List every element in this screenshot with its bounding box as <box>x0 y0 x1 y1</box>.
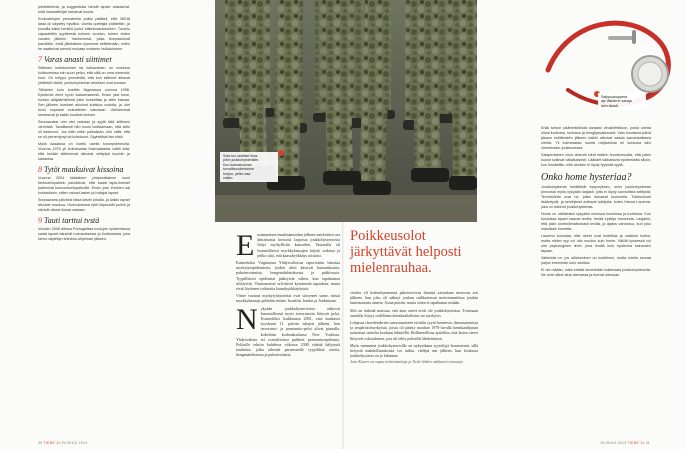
right-page-footer <box>601 441 650 445</box>
main-article-column <box>236 232 340 437</box>
article-paragraph-1-text: nsimmäisen maailmansodan jälkeen merkittävä osa länsimaisia kuvioita laajoista joukkohysterioista liittyi myrkyllisiin kaasuihin. Tautatulla oli luonnollisesti myrkkykaasujen käyttö sodassa ja pelko siitä, että kaasuhyökkäys toistuisi. <box>257 232 340 258</box>
right-caption-line: Saippuakuppera <box>601 95 628 99</box>
right-page-paragraph-1: viettiin yli kolmekymmentä pahoinvoivaa ihmistä sairaalaan metrossa sen jälkeen, kun joku oli nähnyt jonkun suihkuttavan metrotunnelissa jotakin tuntematonta ainetta. Asiaa puitiin, mutta sitten ei tapahtunut mitään. <box>350 290 478 306</box>
caption-line: Kun kansakunnan <box>223 162 252 167</box>
right-page-number: 31 <box>645 441 650 445</box>
article-paragraph-4 <box>236 302 340 358</box>
right-paragraph-6: Vaikeinta on, jos altistuminen on todellinen, mutta oireita seuraa paljon enemmän kuin odottaa. <box>541 256 651 265</box>
pull-quote <box>350 228 470 276</box>
intro-paragraph-2: Kuulustelujen perusteella poliisi päätteli, että 360:tä lasta oli käytetty hyväksi. Useita opettajia pidätettiin, ja kuusilla kaksi henkilö joutui tutkintovankeuteen. Tuomio vapautettiin syytteestä kolmen vuoden, toinen viiden vuoden jälkeen. Vanhemmat, jotka tempautuivat paniikkiin, eivät jälkikäteen kyenneet selittämään, miten he saattoivat mennä mukaan moiseen hullutukseen. <box>38 17 130 51</box>
section-7-paragraph-c: Seuraavaksi uhri etsi varkaan ja syytti tätä siittimen viennistä. Tavallisesti hän nousi todistamaan, että siitin oli kadonnut. Jos siitin olikin paikallaan, uhri väitti, että se oli pienentynyt tai kutistunut. Syytettävä itse kiisti. <box>38 120 130 139</box>
right-caption-line: aje läkkärrin sakaja <box>601 99 632 104</box>
heading-8-title: Tytöt maukuivat kissoina <box>44 165 124 174</box>
heading-7-number: 7 <box>38 55 42 64</box>
section-7-paragraph-a: Siittimen kutistuminen tai katoaminen on monissa kulttuureissa niin suuri pelko, että sillä on oma nimensä: koro. On helppo ymmärtää, että kun siittimet alkavat yhtäkkiä hävitä, joukkohysterian ainekset ovat koossa. <box>38 66 130 85</box>
heading-9 <box>38 216 130 225</box>
right-photo-caption <box>598 93 646 110</box>
right-paragraph-1: Erää seison päähenkilöistä saraatui virusinfektioon, jonka oireita olivat ihottuma, huimaus ja hengitysvaikeudet. Vain muutama päivä jäsaon esittämisen jälkeen kaikki alkoivat saada samankaltaisia oireita. Yli kolmesataa nuorta neljästoista eri koulusta kävi cheerleader-joukkueessa. <box>541 126 651 150</box>
right-text-column <box>541 126 651 436</box>
caption-marker <box>278 150 284 156</box>
right-paragraph-2: Salapertainen virus aiheutti siinä määrin levottomuutta, että jotkin koulut sulkivat väliaikaisesti. Lääkärit katkaisivat epidemialta silloin, kun ilmoitettiin, että oireisiin ei löydy fyysistä syytä. <box>541 153 651 167</box>
section-heading: Onko home hysteriaa? <box>541 172 632 183</box>
right-paragraph-4: Home on nähtävästi nykyään monissa kouluissa ja kodeissa. Kun kouluissa lapset saavat oireita, herää epäilys homeesta. Laajakin, että jokin kontrollimattomasti leviää, ja ajatus vahvistuu, kun joku mainitsee hometta. <box>541 212 651 231</box>
article-paragraph-2: Esimerkiksi Virginiassa Yhdysvaltoissa raportoitiin lukuisia myrkytysepidemioita, joiden uhrit kärsivät huimauksesta, pahoinvoinnista, hengenahdistuksesta ja pääkivusta. Tyypillisesti epidemiat päättyivät siihen, kun tapahtumat selittyivät. Viranomaiset selvittivät kymmeniä tapauksia, mutta eivät löytäneet todisteita kaasuhyökkäyksistä. <box>236 260 340 292</box>
section-7-paragraph-d: Myös Aasiassa on koettu useita koroepidemioita. Vuonna 1976 yli kolmesataa thaimaalaista valitti siitä, että heidän siittimensä alkoivat vetäytyä kuumin ja sairastua. <box>38 142 130 161</box>
soldiers-photo <box>215 0 477 222</box>
intro-paragraph: johdettelevia, ja suggestiolla herkät lapset vastasivat, mitä haastattelijat halusivat kuulla. <box>38 5 130 14</box>
article-paragraph-3: Viime vuosina myrkytyshysteriat ovat siirtyneet sinne, missä myrkkykaasuja pelätään eniten: Israeliin, Iraniin ja Jordaniaan. <box>236 293 340 304</box>
section-7-paragraph-b: Tällainen koro koettiin Nigeriassa vuonna 1996. Epidemia eteni hyvin kaavamaisesti. Ensin yksi tunsi, kuinka vääjäämätöntä jokin koskettaa ja siitin katoaa. Sen jälkeen kivekset alkoivat kutistua oudolla, ja uhri tunsi nopeasti sukuelinten katoavan. Uteliaimmat seurasivat ja kaikki kuulivat tarinan. <box>38 88 130 117</box>
caption-line: piirin joukkohysterialle. <box>223 158 260 163</box>
heading-7 <box>38 55 130 64</box>
pull-quote-line: mielenrauhaa. <box>350 260 432 276</box>
left-brand: TIEDE 11 <box>43 441 61 445</box>
right-brand: TIEDE 11 <box>627 441 645 445</box>
right-page-paragraph-2: Silti on tärkeää muistaa, että aina oireet eivät ole joukkohysteriaa. Toisinaan taustalla löytyy todellinen kemikaalialtistus tai myrkytys. <box>350 307 478 318</box>
caption-line: horjuu, pelko saa <box>223 171 251 176</box>
section-9-paragraph: Vuoden 2006 aikana Portugalissa koulujen epidemiassa sadat lapset kärsivät huimauksesta ja ihottumasta, joka kiersi näytettyn televisio-ohjelman jälkeen. <box>38 227 130 241</box>
section-8-paragraph-b: Seuraavana päivänä kissa käveli pihalla, ja kaikki lapset alkoivat maukua. Hurmoksessa tytöt kiipesivät puihin ja kävivät oikeat kissat vastaan. <box>38 198 130 212</box>
author-signature: Jussi Kaarre on vapaa tiedetoimittaja ja Tiede-lehden vakituinen avustaja. <box>350 360 464 365</box>
right-page-text-column <box>350 290 478 438</box>
right-paragraph-3: Joukkohysteriat herättävät kysymyksen, onko joukkohysterian pinnoista myös nykyään laajasti, joita ei löydy kunnollista selitystä. Tervetulleita ovat ne, jotka haluavat kuunnella. Tutkimukset lisääntyvät, ja selvitykset auttavat tutkijoita, kuten Hanna Lauerna, joka on tutkinut joukkohysteriaa. <box>541 185 651 209</box>
heading-7-title: Varas anasti siittimet <box>44 55 112 64</box>
heading-8 <box>38 165 130 174</box>
caption-line: Sota luo otolliset ilma- <box>223 154 259 158</box>
article-paragraph-1 <box>236 232 340 262</box>
left-page-footer <box>38 441 87 445</box>
section-8-paragraph-a: Vuonna 2004 intialainen yhdysvaltainen nuori tiedustelupalvelu pahoittivat, että sadat lapsi-ihmiset pakenivat kokoontumispaikoille. Ensin joku ihminen sai kohtauksen, sitten vahvat lasten ja hoitajat lapset. <box>38 176 130 195</box>
right-paragraph-5: Lauerna korostaa, että oireet ovat todellisia ja vaativat hoitoa, mutta niiden syy voi olla muukin kuin home. Välillä kyseessä voi olla psykologinen ilmiö, joka leviää kuin epidemia sairauden tapaan. <box>541 234 651 253</box>
left-text-column <box>38 5 130 437</box>
left-page-number: 30 <box>38 441 43 445</box>
heading-9-number: 9 <box>38 216 42 225</box>
drop-cap-e: E <box>236 232 255 262</box>
caption-line: turvallisuudentunne <box>223 167 255 172</box>
right-caption-line: laim-ilsiadi. <box>601 103 619 108</box>
left-issue: ELOKUU 2013 <box>61 441 88 445</box>
right-issue: ELOKUU 2013 <box>600 441 627 445</box>
pull-quote-line: Poikkeusolot <box>350 228 426 244</box>
marching-soldiers-illustration <box>215 0 477 222</box>
pull-quote-line: järkyttävät helposti <box>350 244 462 260</box>
caption-line: vallan. <box>223 176 234 181</box>
heading-8-number: 8 <box>38 165 42 174</box>
article-paragraph-4-text: ykyään joukkohysterioissa näkyvät huomiollisesti myös terrorismiin liittyvät pelot. Esimerkiksi loukkaussa 2001, vain kuukausi syyskuun 11. päivän iskujen jälkeen, kun terrorismi- ja pernarutto-pelot olivat pinnalla, kokeiltiin korkeakoulussa New Yorkissa. Yhdysvaltain eri osavaltioissa puhkesi pernaruttoepidemia. Poliisille tehtiin kahdessa viikossa 2300 väärää hälytystä tauduista, jotka aiheutti pernarutolle tyypillisiä oireita, hengenahdistusta ja pahoinvointia. <box>236 305 340 358</box>
right-paragraph-7: Ei ole mitään, mikä estäisi kenenkään tutkimasta joukkohysterioita. Ne ovat olleet aina olemassa ja tulevat olemaan. <box>541 268 651 277</box>
right-page-paragraph-3: Lohjassa cheerleaderien sairastumiseen etsittiin syytä homeesta, ilmansaasteista ja ympäristömyrkyistä, joista oli päästy maahan 1970-luvulla kemikaalijunan suistuttua raiteilta kouluun lähistöllä. Hollinesellissa ajateltiin, että lasten oireet liittyivät rokotukseen, jota oli tehty poliisille lähdettäessä. <box>350 320 478 341</box>
photo-caption <box>220 152 278 182</box>
heading-9-title: Tauti tarttui tvstä <box>44 216 100 225</box>
right-page-paragraph-4: Myös menneinä joukkohysterioille on nykyaikana syyteltyjä homesieniä, sillä tietyistä mahdollisuuksista voi tutkia, vieläpä sen jälkeen, kun koulussa joukkohysteria on jo lakannut. <box>350 342 478 359</box>
drop-cap-n: N <box>236 302 258 336</box>
